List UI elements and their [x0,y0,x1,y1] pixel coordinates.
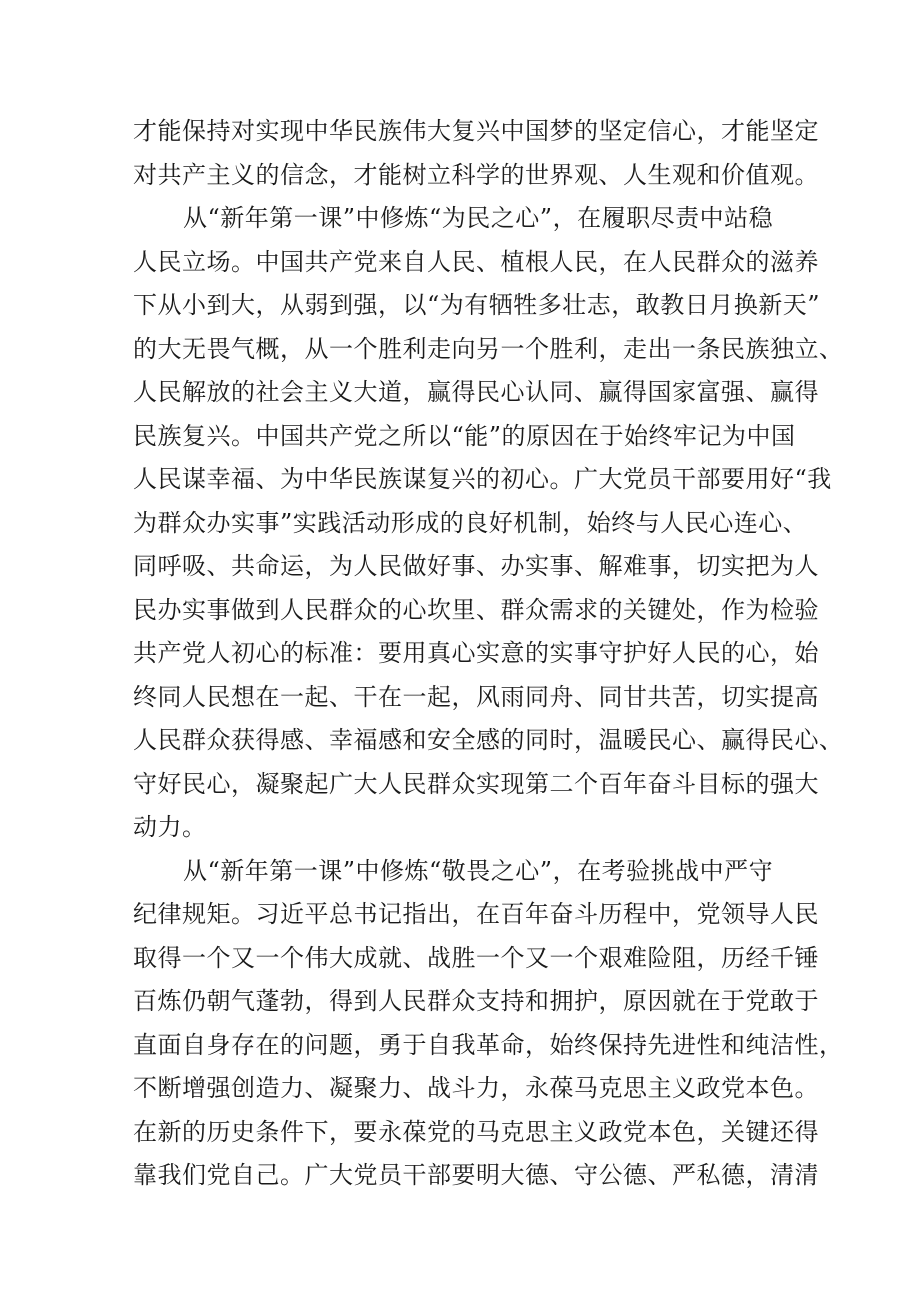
text-line: 人民群众获得感、幸福感和安全感的同时，温暖民心、赢得民心、 [133,726,844,754]
text-line: 百炼仍朝气蓬勃，得到人民群众支持和拥护，原因就在于党敢于 [133,987,819,1015]
text-line: 直面自身存在的问题，勇于自我革命，始终保持先进性和纯洁性， [133,1030,844,1059]
text-line: 的大无畏气概，从一个胜利走向另一个胜利，走出一条民族独立、 [133,334,844,363]
text-line: 取得一个又一个伟大成就、战胜一个又一个艰难险阻，历经千锤 [133,943,819,972]
text-line: 纪律规矩。习近平总书记指出，在百年奋斗历程中，党领导人民 [133,900,819,928]
text-line: 为群众办实事”实践活动形成的良好机制，始终与人民心连心、 [133,508,808,537]
text-line: 动力。 [133,813,207,841]
text-line: 终同人民想在一起、干在一起，风雨同舟、同甘共苦，切实提高 [133,682,819,711]
text-line: 才能保持对实现中华民族伟大复兴中国梦的坚定信心，才能坚定 [133,117,819,145]
paragraph-start-line: 从“新年第一课”中修炼“为民之心”，在履职尽责中站稳 [183,204,774,232]
text-line: 不断增强创造力、凝聚力、战斗力，永葆马克思主义政党本色。 [133,1074,819,1102]
text-line: 人民解放的社会主义大道，赢得民心认同、赢得国家富强、赢得 [133,378,819,406]
text-line: 人民立场。中国共产党来自人民、植根人民，在人民群众的滋养 [133,247,819,276]
text-line: 同呼吸、共命运，为人民做好事、办实事、解难事，切实把为人 [133,552,819,580]
text-line: 共产党人初心的标准：要用真心实意的实事守护好人民的心，始 [133,639,819,667]
text-line: 民办实事做到人民群众的心坎里、群众需求的关键处，作为检验 [133,595,819,624]
paragraph-start-line: 从“新年第一课”中修炼“敬畏之心”，在考验挑战中严守 [183,856,774,885]
body-text [133,110,844,1198]
text-line: 对共产主义的信念，才能树立科学的世界观、人生观和价值观。 [133,160,819,189]
text-line: 靠我们党自己。广大党员干部要明大德、守公德、严私德，清清 [133,1161,819,1189]
text-line: 人民谋幸福、为中华民族谋复兴的初心。广大党员干部要用好“我 [133,465,832,493]
text-line: 在新的历史条件下，要永葆党的马克思主义政党本色，关键还得 [133,1117,819,1146]
text-line: 下从小到大，从弱到强，以“为有牺牲多壮志，敢教日月换新天” [133,291,821,319]
text-line: 守好民心，凝聚起广大人民群众实现第二个百年奋斗目标的强大 [133,769,819,798]
text-line: 民族复兴。中国共产党之所以“能”的原因在于始终牢记为中国 [133,421,796,450]
